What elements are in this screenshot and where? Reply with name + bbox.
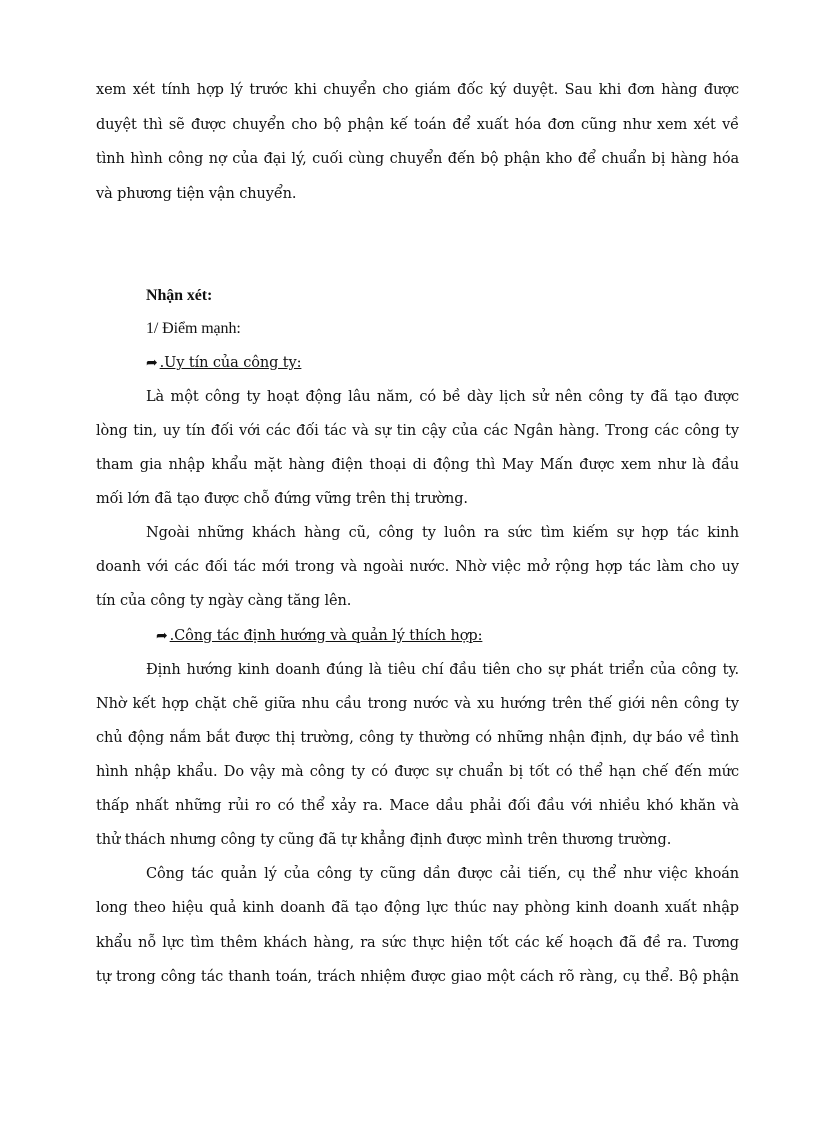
para3-line: tín của công ty ngày càng tăng lên. <box>96 593 352 609</box>
para4-line: Nhờ kết hợp chặt chẽ giữa nhu cầu trong nước và xu hướng trên thế giới nên công ty <box>96 696 739 712</box>
subheading-reputation <box>146 353 546 373</box>
para1-line: tình hình công nợ của đại lý, cuối cùng chuyển đến bộ phận kho để chuẩn bị hàng hóa <box>96 151 739 167</box>
para2-line: tham gia nhập khẩu mặt hàng điện thoại di động thì May Mấn được xem như là đầu <box>96 457 739 473</box>
para5-line: long theo hiệu quả kinh doanh đã tạo động lực thúc nay phòng kinh doanh xuất nhập <box>96 900 739 916</box>
para5-line: tự trong công tác thanh toán, trách nhiệm được giao một cách rõ ràng, cụ thể. Bộ phận <box>96 969 739 985</box>
para4-line: thấp nhất những rủi ro có thể xảy ra. Mace dầu phải đối đầu với nhiều khó khăn và <box>96 798 739 814</box>
para1-line: xem xét tính hợp lý trước khi chuyển cho giám đốc ký duyệt. Sau khi đơn hàng được <box>96 82 739 98</box>
para2-line: Là một công ty hoạt động lâu năm, có bề dày lịch sử nên công ty đã tạo được <box>146 389 739 405</box>
para5-line: khẩu nỗ lực tìm thêm khách hàng, ra sức thực hiện tốt các kế hoạch đã đề ra. Tương <box>96 935 739 951</box>
para5-line: Công tác quản lý của công ty cũng dần được cải tiến, cụ thể như việc khoán <box>146 866 739 882</box>
para4-line: chủ động nắm bắt được thị trường, công ty thường có những nhận định, dự báo về tình <box>96 730 739 746</box>
subheading-management <box>156 626 656 646</box>
para3-line: doanh với các đối tác mới trong và ngoài nước. Nhờ việc mở rộng hợp tác làm cho uy <box>96 559 739 575</box>
para1-line: và phương tiện vận chuyển. <box>96 186 297 202</box>
subheading-label: .Uy tín của công ty: <box>159 355 302 371</box>
arrow-icon: ➦ <box>146 355 158 371</box>
para4-line: Định hướng kinh doanh đúng là tiêu chí đầu tiên cho sự phát triển của công ty. <box>146 662 739 678</box>
para1-line: duyệt thì sẽ được chuyển cho bộ phận kế toán để xuất hóa đơn cũng như xem xét về <box>96 117 739 133</box>
para2-line: mối lớn đã tạo được chỗ đứng vững trên thị trường. <box>96 491 468 507</box>
para2-line: lòng tin, uy tín đối với các đối tác và sự tin cậy của các Ngân hàng. Trong các công ty <box>96 423 739 439</box>
para4-line: thử thách nhưng công ty cũng đã tự khẳng định được mình trên thương trường. <box>96 832 672 848</box>
arrow-icon: ➦ <box>156 628 168 644</box>
section-title: Nhận xét: <box>146 287 213 304</box>
para4-line: hình nhập khẩu. Do vậy mà công ty có được sự chuẩn bị tốt có thể hạn chế đến mức <box>96 764 739 780</box>
subheading-label: .Công tác định hướng và quản lý thích hợp: <box>169 628 483 644</box>
subsection-title: 1/ Điểm mạnh: <box>146 320 241 337</box>
para3-line: Ngoài những khách hàng cũ, công ty luôn ra sức tìm kiếm sự hợp tác kinh <box>146 525 739 541</box>
